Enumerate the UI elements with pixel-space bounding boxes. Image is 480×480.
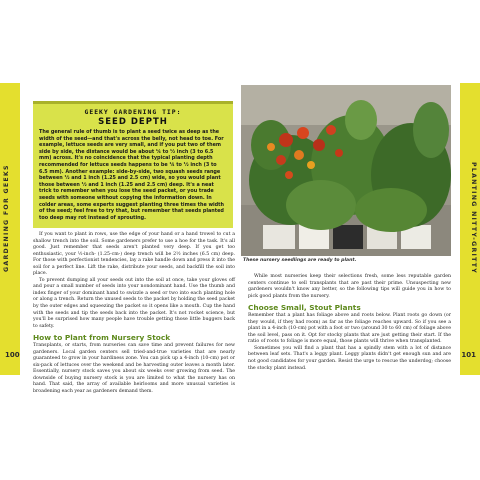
left-running-head: GARDENING FOR GEEKS bbox=[3, 164, 10, 272]
section-heading-nursery-stock: How to Plant from Nursery Stock bbox=[33, 333, 171, 343]
right-paragraph-1: While most nurseries keep their selections fresh, some less reputable garden centers continue to sell transplants that are past their prime. Unsuspecting new gardeners wouldn't know any better, so the following tips will guide you in how to pick good plants from the nursery. bbox=[248, 274, 451, 299]
tip-title: SEED DEPTH bbox=[98, 117, 168, 127]
page-number-right: 101 bbox=[461, 351, 476, 359]
right-paragraph-2: Remember that a plant has foliage above and roots below. Plant roots go down (or they would, if they had room) as far as the foliage reaches upward. So if you see a plant in a 4-inch (10-cm) pot with a foot or two (around 30 to 60 cm) of foliage above the soil level, pass on it. Opt for stocky plants that are just getting their start. If the ratio of roots to foliage is more equal, those plants will thrive when transplanted. bbox=[248, 313, 451, 345]
page-number-left: 100 bbox=[5, 351, 20, 359]
left-paragraph-1: If you want to plant in rows, use the edge of your hand or a hand trowel to cut a shallow trench into the soil. Some gardeners prefer to use a hoe for the task. It's all good. Just remember that seeds aren't planted very deep. If you get too enthusiastic, your ½-inch- (1.25-cm-) deep trench will be 2½ inches (6.5 cm) deep. For those with perfectionist tendencies, lay a rake handle down and press it into the soil for a perfect line. Lift the rake, distribute your seeds, and backfill the soil into place. bbox=[33, 232, 235, 277]
right-paragraph-3: Sometimes you will find a plant that has a spindly stem with a lot of distance between leaf sets. That's a leggy plant. Leggy plants didn't get enough sun and are not good candidates for your garden. Resist the urge to rescue the underdog; choose the stocky plant instead. bbox=[248, 345, 451, 371]
photo-caption: These nursery seedlings are ready to plant. bbox=[243, 258, 357, 263]
left-paragraph-3: Transplants, or starts, from nurseries can save time and prevent failures for new gardeners. Local garden centers sell tried-and-true varieties that are nearly guaranteed to grow in your hardiness zone. You can pick up a 4-inch (10-cm) pot or six-pack of lettuces over the weekend and be harvesting outer leaves a month later. Essentially, nursery stock saves you about six weeks over growing from seed. The downside of buying nursery stock is you are limited to what the nursery has on hand. That said, the array of available heirlooms and more unusual varieties is broadening each year as gardeners demand them. bbox=[33, 343, 235, 395]
tip-heading: GEEKY GARDENING TIP: bbox=[84, 108, 182, 116]
left-body-column bbox=[33, 232, 235, 396]
section-heading-small-stout: Choose Small, Stout Plants bbox=[248, 303, 361, 313]
nursery-seedlings-photo bbox=[241, 85, 451, 256]
left-paragraph-2: To prevent dumping all your seeds out into the soil at once, take your gloves off and pour a small number of seeds into your nondominant hand. Use the thumb and index finger of your dominant hand to swizzle a seed or two into each planting hole or along a trench. Return the unused seeds to the packet by holding the seed packet by the outer edges and squeezing the packet so it opens like a mouth. Cup the hand with the seeds and tip the seeds back into the packet. It's not rocket science, but you'll be surprised how many people have trouble getting those little buggers back to safety. bbox=[33, 277, 235, 329]
tip-body: The general rule of thumb is to plant a seed twice as deep as the width of the seed—and that's across the belly, not head to toe. For example, lettuce seeds are very small, and if you put two of them side by side, the distance would be about ¼ to ½ inch (3 to 6.5 mm) across. It's no coincidence that the typical planting depth recommended for lettuce seeds happens to be ¼ to ½ inch (3 to 6.5 mm). Another example: side-by-side, two squash seeds range between ½ and 1 inch (1.25 and 2.5 cm) wide, so you would plant those between ½ and 1 inch (1.25 and 2.5 cm) deep. It's a neat trick to remember when you lose the seed packet, or you trade seeds with someone without copying the information down. In colder areas, some experts suggest planting three times the width of the seed; feel free to try that, but remember that seeds planted too deep may rot instead of sprouting. bbox=[39, 129, 224, 221]
right-running-head: PLANTING NITTY-GRITTY bbox=[470, 161, 477, 275]
geeky-tip-box bbox=[33, 104, 233, 228]
right-body-column bbox=[248, 274, 451, 372]
seedlings-photo-illustration bbox=[241, 85, 451, 256]
